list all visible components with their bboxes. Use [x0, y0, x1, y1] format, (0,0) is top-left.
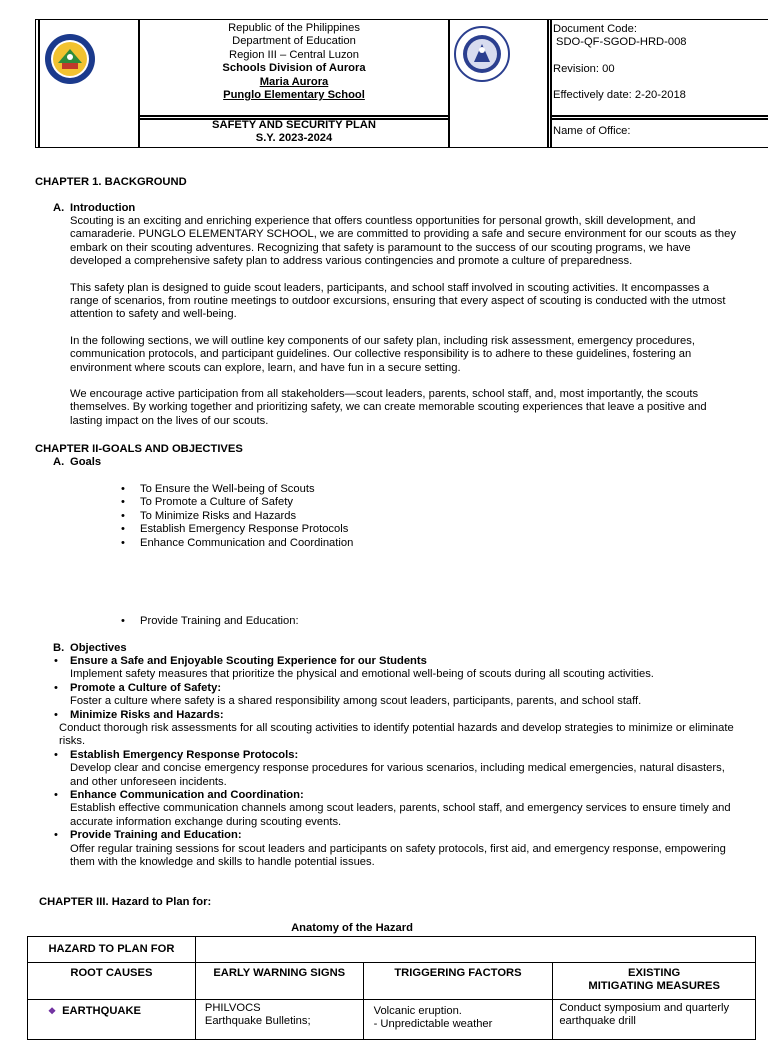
objective-title: • Promote a Culture of Safety:: [70, 681, 222, 694]
diamond-bullet-icon: ❖: [48, 1006, 57, 1016]
effectivity-date: Effectively date: 2-20-2018: [553, 89, 686, 102]
table-row: [28, 963, 756, 1000]
early-warning-header: [195, 963, 363, 1000]
hazard-table: [27, 936, 756, 1040]
revision-value: Revision: 00: [553, 62, 615, 75]
goal-item: • Establish Emergency Response Protocols: [140, 523, 353, 536]
goal-item: • Enhance Communication and Coordination: [140, 537, 353, 550]
triggering-label: TRIGGERING FACTORS: [394, 967, 522, 979]
goals-list-continued: [140, 615, 299, 628]
goals-list: [140, 483, 353, 550]
school-year: S.Y. 2023-2024: [255, 132, 333, 145]
objective-title: • Ensure a Safe and Enjoyable Scouting Experience for our Students: [70, 655, 427, 667]
objective-item: [70, 682, 740, 709]
objectives-list: [59, 655, 740, 870]
warning-line: PHILVOCS: [204, 1002, 261, 1014]
goal-item: • To Ensure the Well-being of Scouts: [140, 483, 353, 496]
objective-item: [59, 708, 740, 749]
mitigating-label: MITIGATING MEASURES: [588, 980, 720, 993]
hazard-cell: [28, 1000, 196, 1040]
hazard-header-blank: [195, 937, 755, 963]
municipality-name: Maria Aurora: [259, 75, 329, 88]
measure-line: earthquake drill: [559, 1015, 636, 1028]
objective-text: Establish effective communication channels among scout leaders, parents, school staff, and emergency services to ensure timely and accurate information exchange during scouting events.: [70, 802, 731, 828]
agency-line-2: Department of Education: [232, 35, 356, 48]
intro-paragraph: We encourage active participation from all stakeholders—scout leaders, parents, school staff, and, most importantly, the scouts themselves. By working together and prioritizing safety, we can create memorable scouting experiences that leave a positive and lasting impact on the lives of our scouts.: [70, 388, 707, 427]
existing-measures-header: [553, 963, 756, 1000]
hazard-table-title: Anatomy of the Hazard: [291, 922, 413, 934]
trigger-line: - Unpredictable weather: [373, 1018, 493, 1031]
division-seal-logo: [44, 33, 96, 85]
hazard-header-cell: HAZARD TO PLAN FOR: [28, 937, 196, 963]
chapter2-heading: CHAPTER II-GOALS AND OBJECTIVES: [35, 443, 243, 455]
table-row: [28, 937, 756, 963]
goals-title: Goals: [70, 456, 102, 468]
triggering-header: [363, 963, 553, 1000]
plan-title: SAFETY AND SECURITY PLAN: [212, 119, 376, 131]
root-causes-header: [28, 963, 196, 1000]
root-causes-label: ROOT CAUSES: [70, 967, 153, 979]
objective-title: • Establish Emergency Response Protocols:: [70, 748, 299, 761]
measure-line: Conduct symposium and quarterly: [559, 1002, 730, 1014]
doc-code-label: Document Code:: [553, 23, 637, 35]
doc-code-value: SDO-QF-SGOD-HRD-008: [556, 36, 687, 49]
objective-text: Implement safety measures that prioritize the physical and emotional well-being of scouts during all scouting activities.: [70, 668, 654, 681]
early-warning-label: EARLY WARNING SIGNS: [213, 967, 346, 979]
objective-text: Develop clear and concise emergency response procedures for various scenarios, including medical emergencies, natural disasters, and other unforeseen incidents.: [70, 762, 725, 788]
objective-title: • Enhance Communication and Coordination:: [70, 789, 304, 802]
goals-letter: A.: [53, 456, 65, 468]
trigger-line: Volcanic eruption.: [373, 1005, 462, 1017]
intro-paragraph: Scouting is an exciting and enriching experience that offers countless opportunities for personal growth, skill development, and camaraderie. PUNGLO ELEMENTARY SCHOOL, we are committed to providing a safe and secure environment for our scouts as they embark on their scouting adventures. Recognizing that safety is paramount to the success of our scouting programs, we have developed a comprehensive safety plan to address various contingencies and promote a culture of preparedness.: [70, 215, 736, 268]
objectives-title: Objectives: [70, 642, 127, 654]
deped-seal-logo: [454, 26, 510, 82]
division-name: Schools Division of Aurora: [222, 62, 366, 75]
intro-letter: A.: [53, 202, 65, 214]
table-row: [28, 1000, 756, 1040]
intro-body: [70, 215, 740, 428]
document-header: [35, 19, 768, 148]
trigger-cell: [363, 1000, 553, 1040]
objective-text: Foster a culture where safety is a shared responsibility among scout leaders, participants, parents, and school staff.: [70, 695, 642, 708]
goal-item: • To Minimize Risks and Hazards: [140, 510, 353, 523]
hazard-name: EARTHQUAKE: [62, 1005, 142, 1017]
intro-paragraph: In the following sections, we will outline key components of our safety plan, including risk assessment, emergency procedures, communication protocols, and participant guidelines. Our collective responsibility is to adhere to these guidelines, fostering an environment where scouts can explore, learn, and have fun in a secure setting.: [70, 334, 695, 374]
objectives-letter: B.: [53, 642, 65, 654]
objective-title: • Minimize Risks and Hazards:: [70, 708, 224, 721]
measure-cell: [553, 1000, 756, 1040]
objective-text: Conduct thorough risk assessments for all scouting activities to identify potential hazards and develop strategies to minimize or eliminate risks.: [59, 722, 734, 748]
warning-cell: [195, 1000, 363, 1040]
objective-item: [70, 655, 740, 682]
agency-line-1: Republic of the Philippines: [228, 22, 360, 34]
chapter1-heading: CHAPTER 1. BACKGROUND: [35, 176, 187, 188]
school-name: Punglo Elementary School: [223, 89, 365, 102]
objective-text: Offer regular training sessions for scout leaders and participants on safety protocols, first aid, and emergency response, empowering them with the knowledge and skills to handle potential issues.: [70, 842, 726, 869]
objective-item: [70, 789, 740, 829]
agency-line-3: Region III – Central Luzon: [229, 48, 359, 61]
intro-title: Introduction: [70, 202, 136, 214]
objective-item: [70, 829, 740, 869]
intro-paragraph: This safety plan is designed to guide scout leaders, participants, and school staff involved in scouting activities. It encompasses a range of scenarios, from routine meetings to outdoor excursions, ensuring that every aspect of scouting is conducted with the utmost attention to safety and well-being.: [70, 281, 726, 321]
office-label: Name of Office:: [553, 125, 631, 137]
chapter3-heading: CHAPTER III. Hazard to Plan for:: [39, 896, 212, 908]
warning-line: Earthquake Bulletins;: [204, 1015, 311, 1028]
objective-item: [70, 749, 740, 789]
existing-label: EXISTING: [628, 967, 681, 979]
goal-item: • To Promote a Culture of Safety: [140, 496, 353, 509]
goal-item: • Provide Training and Education:: [140, 615, 299, 628]
objective-title: • Provide Training and Education:: [70, 829, 242, 842]
